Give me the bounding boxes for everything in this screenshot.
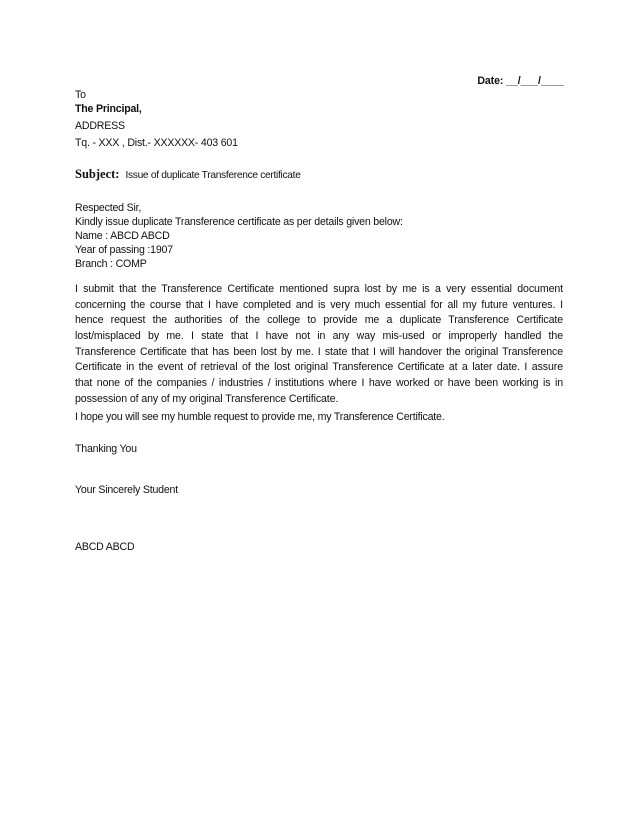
signature-name: ABCD ABCD <box>75 541 135 553</box>
hope-line: I hope you will see my humble request to provide me, my Transference Certificate. <box>75 411 445 423</box>
body-paragraph-line: that none of the companies / industries / institutions where I have worked or have been working is in <box>75 377 563 390</box>
addressee-address: ADDRESS <box>75 120 125 132</box>
subject-text: Issue of duplicate Transference certificate <box>125 170 301 181</box>
addressee-location: Tq. - XXX , Dist.- XXXXXX- 403 601 <box>75 137 238 149</box>
salutation: Respected Sir, <box>75 202 142 214</box>
detail-branch: Branch : COMP <box>75 258 147 270</box>
detail-year: Year of passing :1907 <box>75 244 173 256</box>
to-label: To <box>75 89 86 101</box>
body-paragraph <box>75 282 563 408</box>
body-paragraph-line: Transference Certificate that has been lost by me. I state that I will handover the original Transference <box>75 345 563 358</box>
request-line: Kindly issue duplicate Transference certificate as per details given below: <box>75 216 403 228</box>
body-paragraph-line: possession of any of my original Transference Certificate. <box>75 392 339 405</box>
thanking-line: Thanking You <box>75 443 137 455</box>
body-paragraph-line: concerning the course that I have completed and is very much essential for all my future ventures. I <box>75 298 563 311</box>
body-paragraph-line: I submit that the Transference Certificate mentioned supra lost by me is a very essential document <box>75 283 563 295</box>
subject-label: Subject: <box>75 167 120 181</box>
body-paragraph-line: lost/misplaced by me. I state that I have not in any way mis-used or improperly handled the <box>75 330 563 343</box>
body-paragraph-line: hence request the authorities of the college to provide me a duplicate Transference Certificate <box>75 314 563 327</box>
body-paragraph-line: Certificate in the event of retrieval of the lost original Transference Certificate at a later date. I assure <box>75 361 563 374</box>
detail-name: Name : ABCD ABCD <box>75 230 170 242</box>
date-line: Date: __/___/____ <box>477 75 564 87</box>
subject-line <box>75 167 301 183</box>
addressee-title: The Principal, <box>75 103 142 115</box>
closing-line: Your Sincerely Student <box>75 484 178 496</box>
